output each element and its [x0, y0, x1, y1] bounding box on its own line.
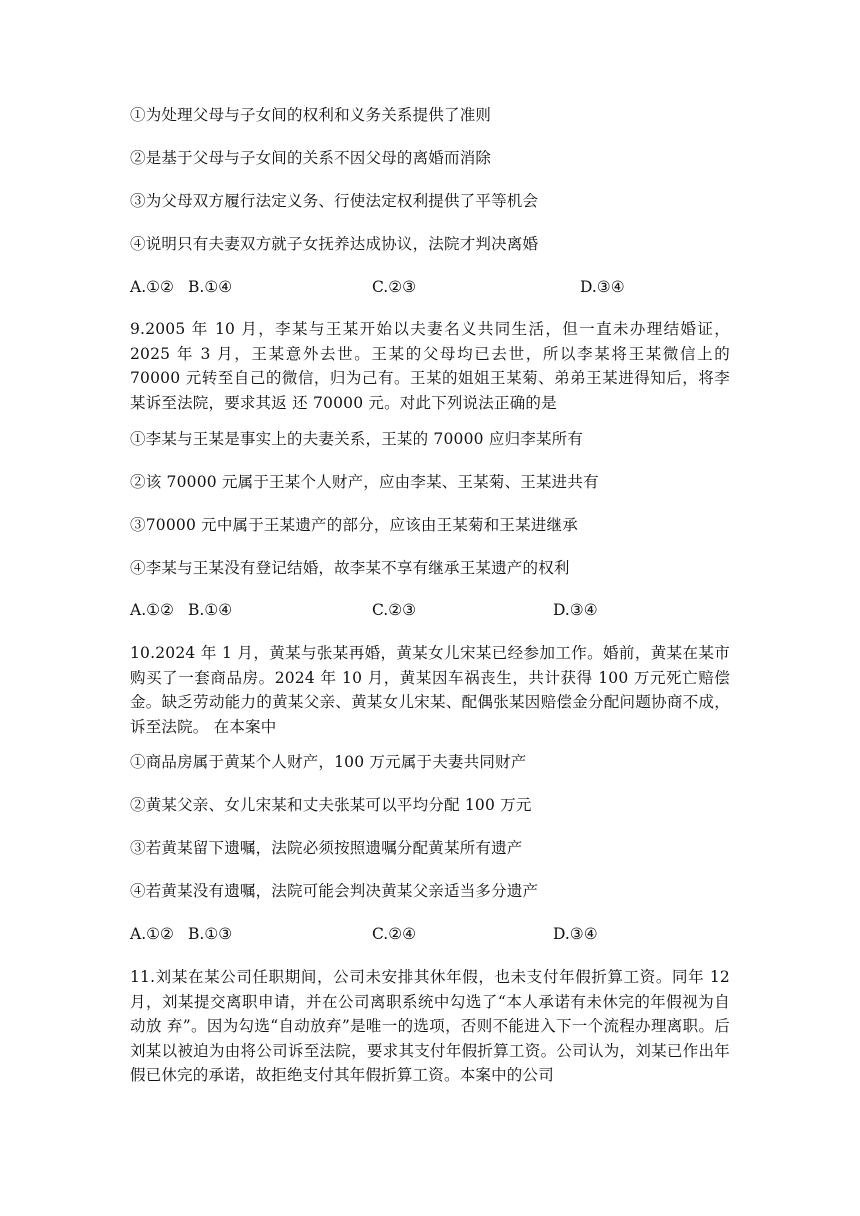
q9-answer-c: C.②③	[372, 601, 417, 619]
q10-option-2: ②黄某父亲、女儿宋某和丈夫张某可以平均分配 100 万元	[130, 796, 532, 814]
q10-option-4: ④若黄某没有遗嘱，法院可能会判决黄某父亲适当多分遗产	[130, 882, 539, 900]
q8-answer-c: C.②③	[372, 278, 417, 296]
q8-option-4: ④说明只有夫妻双方就子女抚养达成协议，法院才判决离婚	[130, 235, 539, 253]
q10-answer-d: D.③④	[553, 925, 598, 943]
q9-option-4: ④李某与王某没有登记结婚，故李某不享有继承王某遗产的权利	[130, 559, 570, 577]
q8-answer-choices	[130, 275, 730, 299]
q10-option-3: ③若黄某留下遗嘱，法院必须按照遗嘱分配黄某所有遗产	[130, 839, 523, 857]
q8-answer-d: D.③④	[580, 278, 625, 296]
q9-option-1: ①李某与王某是事实上的夫妻关系，王某的 70000 应归李某所有	[130, 430, 584, 448]
q10-option-1: ①商品房属于黄某个人财产，100 万元属于夫妻共同财产	[130, 753, 527, 771]
q8-option-3: ③为父母双方履行法定义务、行使法定权利提供了平等机会	[130, 192, 539, 210]
q10-stem: 10.2024 年 1 月，黄某与张某再婚，黄某女儿宋某已经参加工作。婚前，黄某在某市购买了一套商品房。2024 年 10 月，黄某因车祸丧生，共计获得 100 万元死亡赔偿金。缺乏劳动能力的黄某父亲、黄某女儿宋某、配偶张某因赔偿金分配问题协商不成，诉至法院。 在本案中	[130, 644, 730, 736]
q11-stem: 11.刘某在某公司任职期间，公司未安排其休年假，也未支付年假折算工资。同年 12 月，刘某提交离职申请，并在公司离职系统中勾选了“本人承诺有未休完的年假视为自动放 弃”。因为勾选“自动放弃”是唯一的选项，否则不能进入下一个流程办理离职。后刘某以被迫为由将公司诉至法院，要求其支付年假折算工资。公司认为，刘某已作出年假已休完的承诺，故拒绝支付其年假折算工资。本案中的公司	[130, 968, 730, 1084]
q10-answer-choices	[130, 922, 730, 946]
q9-option-3: ③70000 元中属于王某遗产的部分，应该由王某菊和王某进继承	[130, 516, 578, 534]
q10-answer-a: A.①②	[130, 925, 174, 943]
q8-answer-a: A.①②	[130, 278, 174, 296]
q8-answer-b: B.①④	[188, 278, 233, 296]
q9-answer-b: B.①④	[188, 601, 233, 619]
q9-stem: 9.2005 年 10 月，李某与王某开始以夫妻名义共同生活，但一直未办理结婚证，2025 年 3 月，王某意外去世。王某的父母均已去世，所以李某将王某微信上的 70000 元转至自己的微信，归为己有。王某的姐姐王某菊、弟弟王某进得知后，将李某诉至法院，要求其返 还 70000 元。对此下列说法正确的是	[130, 320, 730, 412]
q9-answer-choices	[130, 598, 730, 622]
q10-answer-b: B.①③	[188, 925, 233, 943]
q10-answer-c: C.②④	[372, 925, 417, 943]
q8-option-1: ①为处理父母与子女间的权利和义务关系提供了准则	[130, 106, 492, 124]
q9-answer-a: A.①②	[130, 601, 174, 619]
q9-answer-d: D.③④	[553, 601, 598, 619]
q8-option-2: ②是基于父母与子女间的关系不因父母的离婚而消除	[130, 149, 492, 167]
q9-option-2: ②该 70000 元属于王某个人财产，应由李某、王某菊、王某进共有	[130, 473, 599, 491]
